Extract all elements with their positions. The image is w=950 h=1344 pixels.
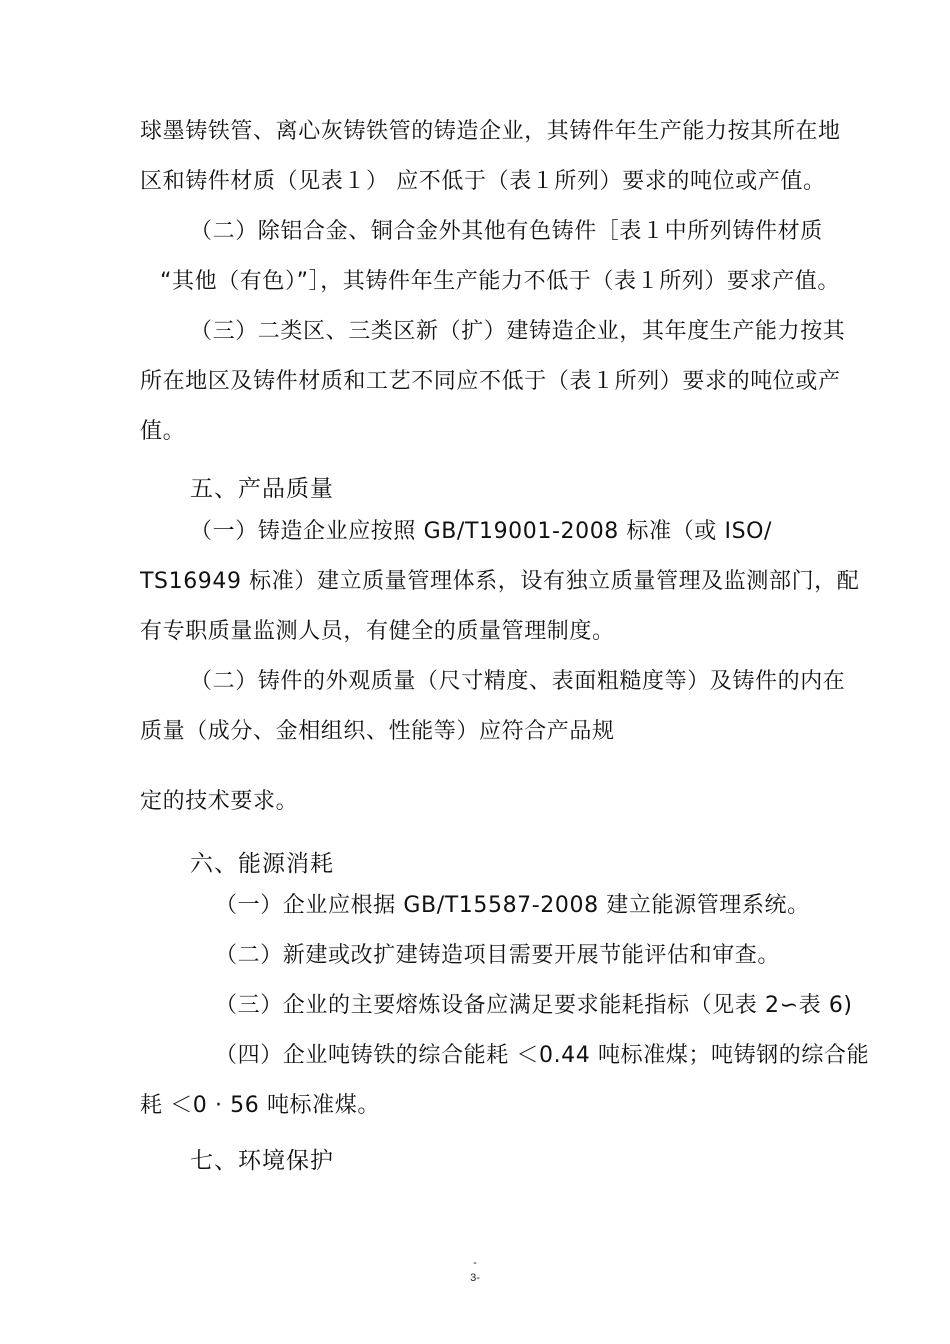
paragraph-line: （一）企业应根据 GB/T15587-2008 建立能源管理系统。: [215, 893, 810, 918]
paragraph-line: 耗 ＜0 · 56 吨标准煤。: [140, 1093, 380, 1118]
section-heading-energy-consumption: 六、能源消耗: [190, 851, 334, 877]
paragraph-line: 球墨铸铁管、离心灰铸铁管的铸造企业，其铸件年生产能力按其所在地: [140, 119, 841, 144]
paragraph-line: “其他（有色）”］，其铸件年生产能力不低于（表１所列）要求产值。: [160, 269, 840, 294]
paragraph-line: 质量（成分、金相组织、性能等）应符合产品规: [140, 719, 615, 744]
paragraph-line: （四）企业吨铸铁的综合能耗 ＜0.44 吨标准煤；吨铸钢的综合能: [215, 1043, 870, 1068]
paragraph-line: 定的技术要求。: [140, 789, 299, 814]
section-heading-product-quality: 五、产品质量: [190, 476, 334, 502]
paragraph-line: （三）企业的主要熔炼设备应满足要求能耗指标（见表 2∽表 6): [215, 993, 853, 1018]
page-footer-dash: -: [473, 1257, 477, 1269]
page-number: 3-: [470, 1272, 480, 1284]
paragraph-line: （二）除铝合金、铜合金外其他有色铸件［表１中所列铸件材质: [190, 219, 823, 244]
paragraph-line: 所在地区及铸件材质和工艺不同应不低于（表１所列）要求的吨位或产: [140, 369, 841, 394]
paragraph-line: （二）新建或改扩建铸造项目需要开展节能评估和审查。: [215, 943, 781, 968]
paragraph-line: （三）二类区、三类区新（扩）建铸造企业，其年度生产能力按其: [190, 319, 846, 344]
section-heading-environmental-protection: 七、环境保护: [190, 1148, 334, 1174]
paragraph-line: （二）铸件的外观质量（尺寸精度、表面粗糙度等）及铸件的内在: [190, 669, 846, 694]
paragraph-line: 有专职质量监测人员，有健全的质量管理制度。: [140, 619, 615, 644]
paragraph-line: 值。: [140, 419, 186, 444]
paragraph-line: 区和铸件材质（见表１） 应不低于（表１所列）要求的吨位或产值。: [140, 169, 826, 194]
paragraph-line: （一）铸造企业应按照 GB/T19001-2008 标准（或 ISO/: [190, 519, 773, 544]
paragraph-line: TS16949 标准）建立质量管理体系，设有独立质量管理及监测部门，配: [140, 569, 860, 594]
